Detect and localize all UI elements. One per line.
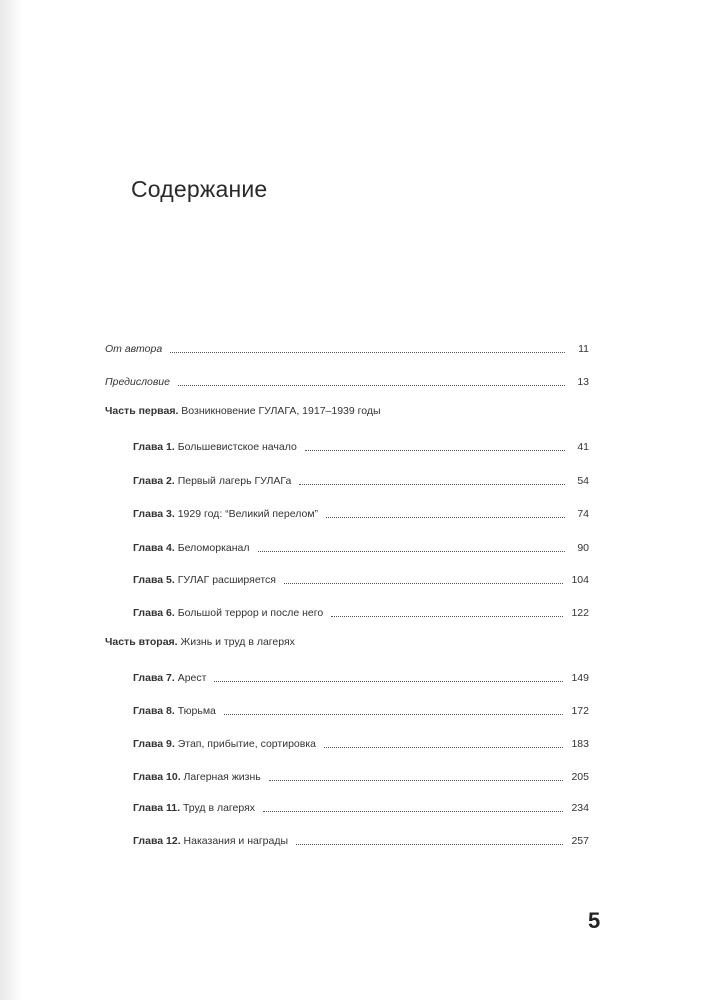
toc-page-number: 104 xyxy=(571,574,589,586)
toc-entry-title xyxy=(133,474,291,488)
chapter-title: 1929 год: “Великий перелом” xyxy=(177,508,319,520)
chapter-prefix: Глава 2. xyxy=(133,475,175,487)
chapter-prefix: Глава 5. xyxy=(133,574,175,586)
chapter-title: Беломорканал xyxy=(177,542,250,554)
toc-entry-foreword[interactable] xyxy=(105,373,589,389)
chapter-prefix: Глава 12. xyxy=(133,835,181,847)
dot-leader xyxy=(284,583,564,584)
part-title: Возникновение ГУЛАГА, 1917–1939 годы xyxy=(181,405,381,417)
toc-page-number: 90 xyxy=(577,542,589,554)
toc-entry-title xyxy=(133,704,216,718)
toc-page-number: 183 xyxy=(571,738,589,750)
chapter-title: Этап, прибытие, сортировка xyxy=(177,738,317,750)
dot-leader xyxy=(326,517,565,518)
toc-chapter-8[interactable] xyxy=(133,702,589,718)
chapter-prefix: Глава 9. xyxy=(133,738,175,750)
toc-chapter-10[interactable] xyxy=(133,768,589,784)
part-prefix: Часть первая. xyxy=(105,405,179,417)
toc-page-number: 234 xyxy=(571,802,589,814)
dot-leader xyxy=(331,616,563,617)
dot-leader xyxy=(224,714,564,715)
dot-leader xyxy=(178,385,565,386)
toc-chapter-12[interactable] xyxy=(133,832,589,848)
toc-page-number: 257 xyxy=(571,835,589,847)
dot-leader xyxy=(296,844,563,845)
toc-chapter-2[interactable] xyxy=(133,472,589,488)
chapter-prefix: Глава 10. xyxy=(133,771,181,783)
toc-entry-title: От автора xyxy=(105,343,163,355)
toc-entry-title xyxy=(133,573,276,587)
chapter-prefix: Глава 11. xyxy=(133,802,181,814)
part-prefix: Часть вторая. xyxy=(105,636,178,648)
chapter-title: Наказания и награды xyxy=(183,835,289,847)
toc-entry-title xyxy=(133,671,206,685)
toc-chapter-4[interactable] xyxy=(133,539,589,555)
toc-entry-title xyxy=(133,801,255,815)
toc-page-number: 41 xyxy=(577,441,589,453)
toc-page-number: 13 xyxy=(577,376,589,388)
page-number: 5 xyxy=(588,908,601,933)
toc-entry-title: Предисловие xyxy=(105,376,170,388)
part-title: Жизнь и труд в лагерях xyxy=(180,636,295,648)
dot-leader xyxy=(170,352,565,353)
chapter-title: Труд в лагерях xyxy=(182,802,256,814)
toc-entry-from-author[interactable] xyxy=(105,340,589,356)
toc-part-one[interactable] xyxy=(105,404,589,420)
dot-leader xyxy=(263,811,563,812)
chapter-title: Большевистское начало xyxy=(177,441,297,453)
toc-chapter-5[interactable] xyxy=(133,571,589,587)
chapter-title: Первый лагерь ГУЛАГа xyxy=(177,475,292,487)
toc-entry-title xyxy=(133,507,318,521)
toc-entry-title xyxy=(133,606,323,620)
toc-chapter-3[interactable] xyxy=(133,505,589,521)
chapter-title: Арест xyxy=(177,672,207,684)
toc-chapter-6[interactable] xyxy=(133,604,589,620)
toc-entry-title xyxy=(133,737,316,751)
dot-leader xyxy=(269,780,564,781)
dot-leader xyxy=(214,681,563,682)
toc-page-number: 205 xyxy=(571,771,589,783)
dot-leader xyxy=(258,551,566,552)
chapter-title: Большой террор и после него xyxy=(177,607,324,619)
toc-chapter-9[interactable] xyxy=(133,735,589,751)
chapter-prefix: Глава 6. xyxy=(133,607,175,619)
toc-chapter-1[interactable] xyxy=(133,438,589,454)
chapter-prefix: Глава 7. xyxy=(133,672,175,684)
toc-page-number: 122 xyxy=(571,607,589,619)
chapter-title: ГУЛАГ расширяется xyxy=(177,574,276,586)
chapter-title: Тюрьма xyxy=(177,705,216,717)
toc-chapter-7[interactable] xyxy=(133,669,589,685)
toc-entry-title xyxy=(133,541,250,555)
toc-page-number: 54 xyxy=(577,475,589,487)
dot-leader xyxy=(324,747,563,748)
toc-page-number: 74 xyxy=(577,508,589,520)
dot-leader xyxy=(305,450,565,451)
toc-part-two[interactable] xyxy=(105,635,589,651)
toc-page-number: 149 xyxy=(571,672,589,684)
toc-page-number: 172 xyxy=(571,705,589,717)
toc-entry-title xyxy=(133,834,288,848)
dot-leader xyxy=(299,484,565,485)
chapter-prefix: Глава 8. xyxy=(133,705,175,717)
toc-entry-title xyxy=(133,440,297,454)
chapter-prefix: Глава 1. xyxy=(133,441,175,453)
toc-chapter-11[interactable] xyxy=(133,799,589,815)
toc-page-number: 11 xyxy=(578,343,589,355)
chapter-title: Лагерная жизнь xyxy=(183,771,261,783)
page-title: Содержание xyxy=(131,176,268,202)
toc-entry-title xyxy=(133,770,261,784)
chapter-prefix: Глава 3. xyxy=(133,508,175,520)
chapter-prefix: Глава 4. xyxy=(133,542,175,554)
